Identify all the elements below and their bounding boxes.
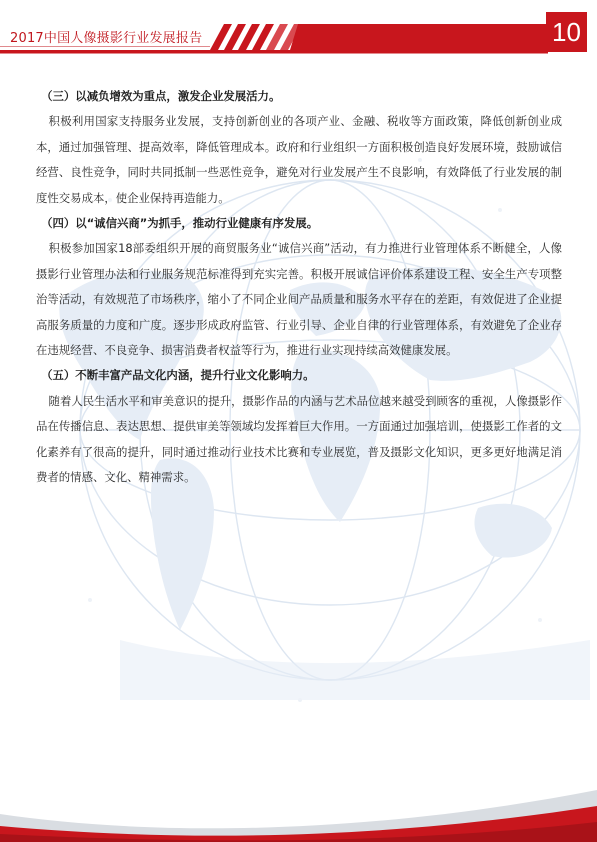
section-heading-4: （四）以“诚信兴商”为抓手，推动行业健康有序发展。 [41, 216, 319, 231]
page-number-badge: 10 [546, 12, 587, 52]
section-body-4: 积极参加国家18部委组织开展的商贸服务业“诚信兴商”活动，有力推进行业管理体系不断健全，人像摄影行业管理办法和行业服务规范标准得到充实完善。积极开展诚信评价体系建设工程、安全生产专项整治等活动，有效规范了市场秩序，缩小了不同企业间产品质量和服务水平存在的差距，有效促进了企业提高服务质量的力度和广度。逐步形成政府监管、行业引导、企业自律的行业管理体系，有效避免了企业存在违规经营、不良竞争、损害消费者权益等行为，推进行业实现持续高效健康发展。 [36, 241, 562, 358]
report-title: 2017中国人像摄影行业发展报告 [10, 31, 203, 46]
page-header [0, 0, 597, 56]
footer-swoosh-decoration [0, 782, 597, 842]
report-body [36, 84, 562, 491]
section-body-5: 随着人民生活水平和审美意识的提升，摄影作品的内涵与艺术品位越来越受到顾客的重视，人像摄影作品在传播信息、表达思想、提供审美等领域均发挥着巨大作用。一方面通过加强培训，使摄影工作者的文化素养有了很高的提升，同时通过推动行业技术比赛和专业展览，普及摄影文化知识，更多更好地满足消费者的情感、文化、精神需求。 [36, 393, 562, 485]
section-heading-3: （三）以减负增效为重点，激发企业发展活力。 [41, 89, 281, 103]
section-heading-5: （五）不断丰富产品文化内涵，提升行业文化影响力。 [41, 368, 315, 383]
section-body-3: 积极利用国家支持服务业发展，支持创新创业的各项产业、金融、税收等方面政策，降低创新创业成本，通过加强管理、提高效率，降低管理成本。政府和行业组织一方面积极创造良好发展环境，鼓励诚信经营、良性竞争，同时共同抵制一些恶性竞争，避免对行业发展产生不良影响，有效降低了行业发展的制度性交易成本，使企业保持再造能力。 [36, 114, 562, 205]
